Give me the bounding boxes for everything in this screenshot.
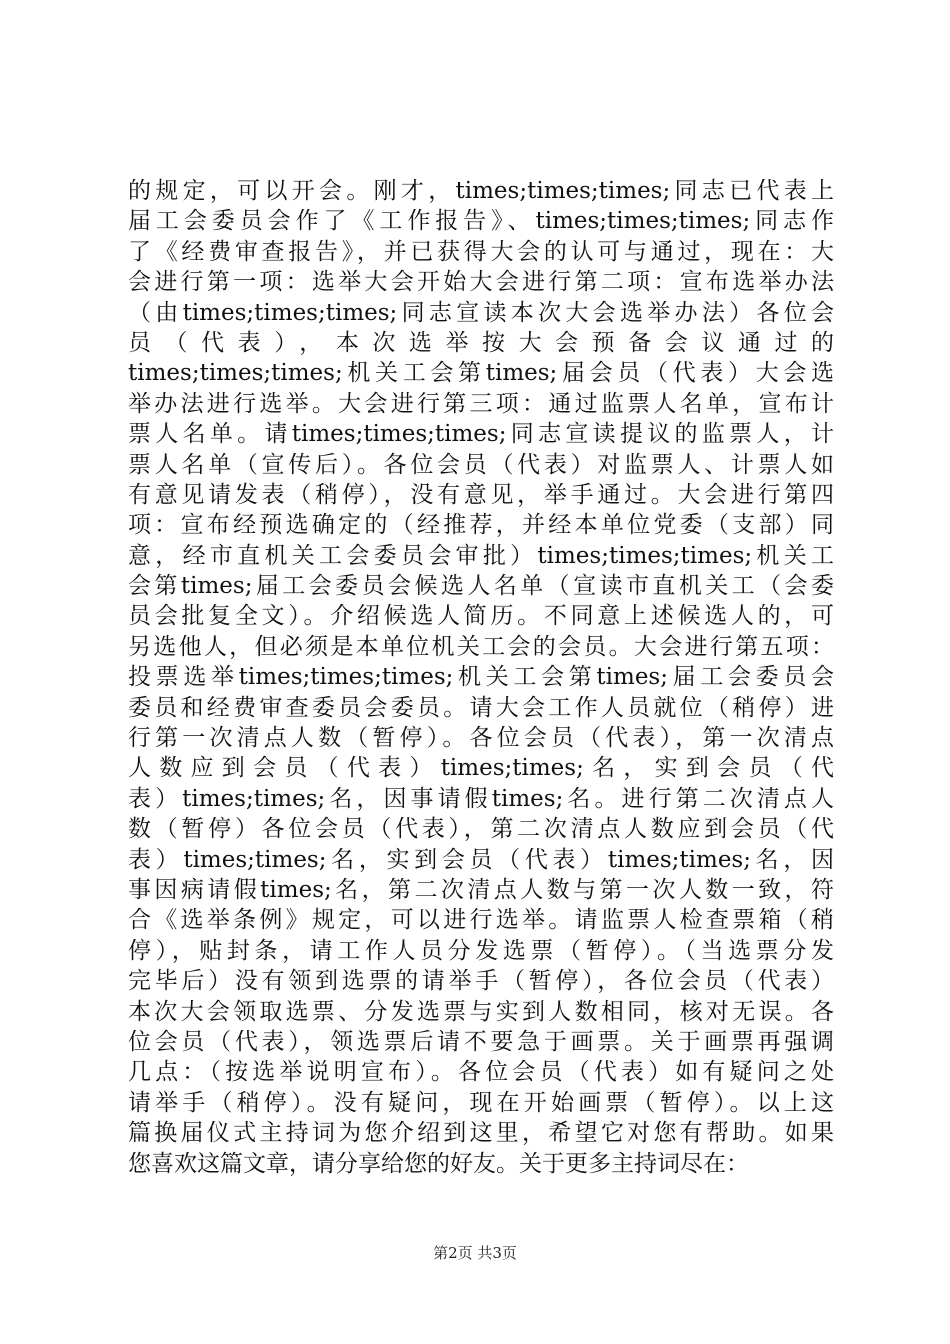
- text-line: 表）times;times;名，实到会员（代表）times;times;名，因: [128, 846, 834, 873]
- text-line: 员（代表），本次选举按大会预备会议通过的: [128, 329, 834, 356]
- text-line: 举办法进行选举。大会进行第三项：通过监票人名单，宣布计: [128, 390, 834, 417]
- text-line: 会进行第一项：选举大会开始大会进行第二项：宣布选举办法: [128, 269, 834, 296]
- text-line: 了《经费审查报告》，并已获得大会的认可与通过，现在：大: [128, 238, 834, 265]
- text-line: times;times;times;机关工会第times;届会员（代表）大会选: [128, 360, 834, 387]
- text-line: 位会员（代表），领选票后请不要急于画票。关于画票再强调: [128, 1028, 834, 1055]
- page-footer: 第2页 共3页: [433, 1244, 517, 1262]
- text-line: 项：宣布经预选确定的（经推荐，并经本单位党委（支部）同: [128, 512, 834, 539]
- text-line: 篇换届仪式主持词为您介绍到这里，希望它对您有帮助。如果: [128, 1120, 834, 1147]
- text-line: 您喜欢这篇文章，请分享给您的好友。关于更多主持词尽在：: [128, 1150, 749, 1177]
- text-line: 数（暂停）各位会员（代表），第二次清点人数应到会员（代: [128, 816, 834, 843]
- text-line: 委员和经费审查委员会委员。请大会工作人员就位（稍停）进: [128, 694, 834, 721]
- text-line: 停），贴封条，请工作人员分发选票（暂停）。（当选票分发: [128, 937, 834, 964]
- text-line: （由times;times;times;同志宣读本次大会选举办法）各位会: [128, 299, 834, 326]
- text-line: 本次大会领取选票、分发选票与实到人数相同，核对无误。各: [128, 998, 834, 1025]
- text-line: 的规定，可以开会。刚才，times;times;times;同志已代表上: [128, 178, 834, 204]
- text-line: 完毕后）没有领到选票的请举手（暂停），各位会员（代表）: [128, 968, 834, 995]
- text-line: 届工会委员会作了《工作报告》、times;times;times;同志作: [128, 208, 834, 235]
- text-line: 事因病请假times;名，第二次清点人数与第一次人数一致，符: [128, 876, 834, 903]
- text-line: 票人名单（宣传后）。各位会员（代表）对监票人、计票人如: [128, 451, 834, 478]
- text-line: 另选他人，但必须是本单位机关工会的会员。大会进行第五项：: [128, 633, 834, 660]
- text-line: 会第times;届工会委员会候选人名单（宣读市直机关工（会委: [128, 573, 834, 600]
- text-line: 表）times;times;名，因事请假times;名。进行第二次清点人: [128, 785, 834, 812]
- text-line: 意，经市直机关工会委员会审批）times;times;times;机关工: [128, 542, 834, 569]
- text-line: 票人名单。请times;times;times;同志宣读提议的监票人，计: [128, 421, 834, 448]
- text-line: 人数应到会员（代表）times;times;名，实到会员（代: [128, 755, 834, 782]
- text-line: 有意见请发表（稍停），没有意见，举手通过。大会进行第四: [128, 481, 834, 508]
- text-line: 请举手（稍停）。没有疑问，现在开始画票（暂停）。以上这: [128, 1089, 834, 1116]
- text-line: 行第一次清点人数（暂停）。各位会员（代表），第一次清点: [128, 725, 834, 752]
- text-line: 员会批复全文）。介绍候选人简历。不同意上述候选人的，可: [128, 603, 834, 630]
- body-paragraph: [128, 176, 834, 1179]
- text-line: 投票选举times;times;times;机关工会第times;届工会委员会: [128, 664, 834, 691]
- text-line: 几点：（按选举说明宣布）。各位会员（代表）如有疑问之处: [128, 1059, 834, 1086]
- text-line: 合《选举条例》规定，可以进行选举。请监票人检查票箱（稍: [128, 907, 834, 934]
